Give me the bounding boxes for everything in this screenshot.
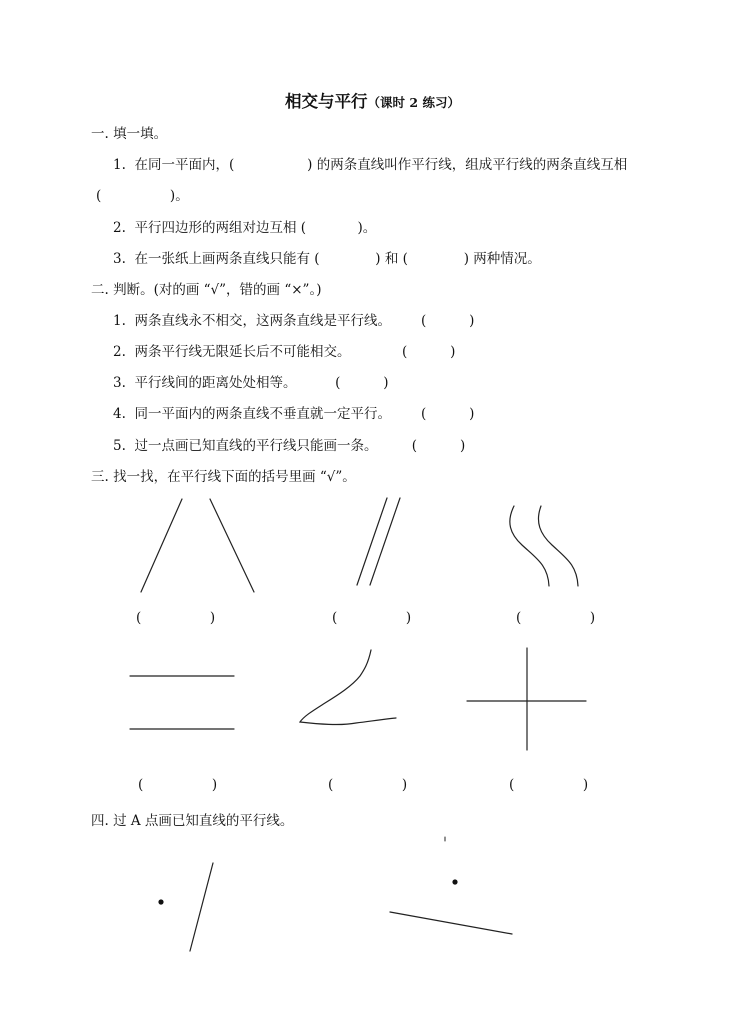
fig2-line-a: [357, 498, 387, 585]
s1-q1-line2: ( )。: [96, 188, 189, 204]
fig3-curve-a: [510, 506, 549, 586]
figure-6-perpendicular: [467, 648, 586, 750]
figure-3-curves: [510, 506, 578, 586]
page-title: [0, 88, 745, 112]
s4-fig2-line: [390, 912, 512, 934]
s4-figure-2: [390, 837, 512, 934]
section2-heading: 二. 判断。(对的画 “√”，错的画 “×”。): [91, 282, 322, 298]
fig1-line-b: [210, 499, 254, 592]
s4-fig1-line: [190, 863, 213, 951]
s2-item-2: 2. 两条平行线无限延长后不可能相交。 ( ): [113, 344, 456, 360]
figure-5-freehand-angle: [300, 650, 396, 725]
section3-heading: 三. 找一找，在平行线下面的括号里画 “√”。: [91, 469, 356, 485]
s3-bracket-1: ( ): [136, 610, 216, 626]
s2-item-1: 1. 两条直线永不相交，这两条直线是平行线。 ( ): [113, 313, 475, 329]
s2-item-4: 4. 同一平面内的两条直线不垂直就一定平行。 ( ): [113, 406, 475, 422]
title-main: 相交与平行: [285, 92, 368, 111]
s1-q1-line1: 1. 在同一平面内，( ) 的两条直线叫作平行线，组成平行线的两条直线互相: [113, 157, 628, 173]
point-a-1: [158, 899, 163, 904]
fig2-line-b: [370, 498, 400, 585]
s2-item-5: 5. 过一点画已知直线的平行线只能画一条。 ( ): [113, 438, 466, 454]
point-a-2: [452, 879, 457, 884]
section1-heading: 一. 填一填。: [91, 126, 168, 142]
s3-bracket-2: ( ): [332, 610, 412, 626]
s1-q2: 2. 平行四边形的两组对边互相 ( )。: [113, 220, 377, 236]
s3-bracket-6: ( ): [509, 777, 589, 793]
figure-2-parallel-slanted: [357, 498, 400, 585]
s3-bracket-5: ( ): [328, 777, 408, 793]
section4-heading: 四. 过 A 点画已知直线的平行线。: [91, 813, 294, 829]
s4-figure-1: [190, 863, 213, 951]
figure-1-intersecting-lines: [141, 499, 254, 592]
fig3-curve-b: [538, 506, 578, 586]
s3-bracket-4: ( ): [138, 777, 218, 793]
title-sub: （课时 2 练习）: [367, 95, 460, 110]
s3-bracket-3: ( ): [516, 610, 596, 626]
s1-q3: 3. 在一张纸上画两条直线只能有 ( ) 和 ( ) 两种情况。: [113, 251, 541, 267]
fig1-line-a: [141, 499, 182, 592]
s2-item-3: 3. 平行线间的距离处处相等。 ( ): [113, 375, 389, 391]
fig5-stroke: [300, 650, 396, 725]
figure-4-parallel-horizontal: [130, 676, 234, 729]
